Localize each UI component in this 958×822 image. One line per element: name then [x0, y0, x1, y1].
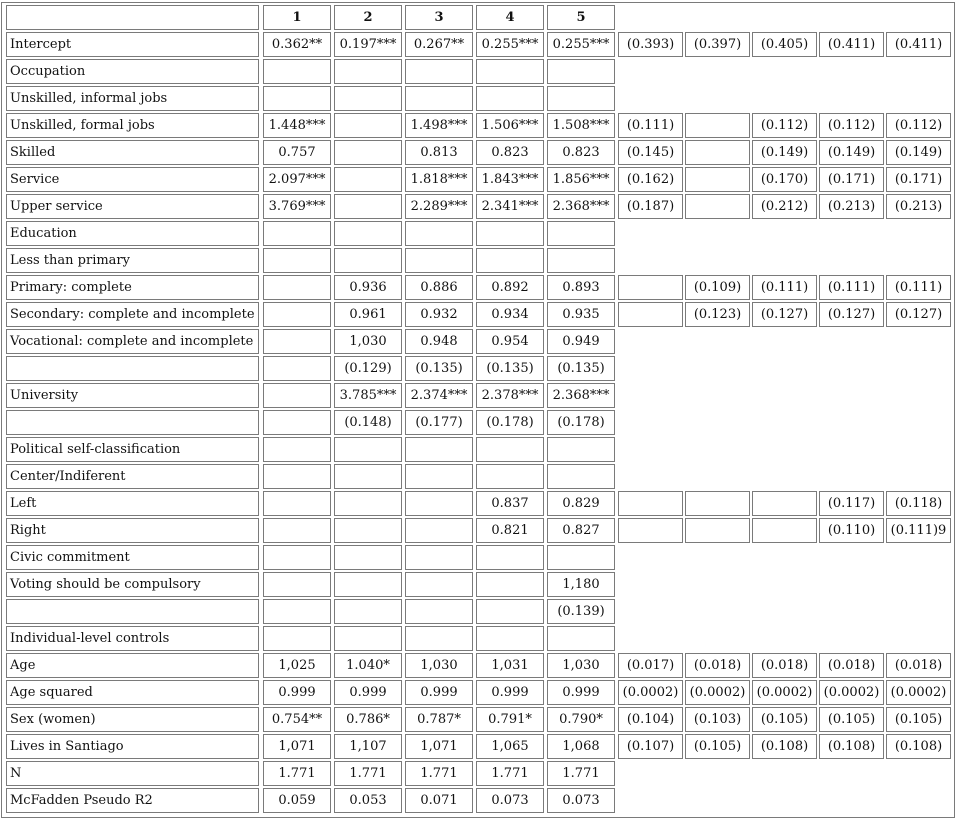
coefficient-cell: [547, 248, 615, 273]
standard-error-cell: (0.213): [886, 194, 951, 219]
coefficient-cell: 1,065: [476, 734, 544, 759]
coefficient-cell: (0.139): [547, 599, 615, 624]
coefficient-cell: [405, 221, 473, 246]
coefficient-cell: [405, 572, 473, 597]
coefficient-cell: 0.362**: [263, 32, 331, 57]
row-label: Civic commitment: [6, 545, 259, 570]
coefficient-cell: [334, 491, 402, 516]
coefficient-cell: [263, 383, 331, 408]
coefficient-cell: [476, 464, 544, 489]
coefficient-cell: (0.178): [547, 410, 615, 435]
standard-error-cell: (0.018): [752, 653, 817, 678]
coefficient-cell: 2.378***: [476, 383, 544, 408]
coefficient-cell: [334, 437, 402, 462]
standard-error-cell: (0.213): [819, 194, 884, 219]
coefficient-cell: [263, 572, 331, 597]
standard-error-cell: [752, 491, 817, 516]
standard-error-cell: (0.108): [752, 734, 817, 759]
coefficient-cell: 1,030: [405, 653, 473, 678]
standard-error-cell: (0.162): [618, 167, 683, 192]
standard-error-cell: (0.149): [886, 140, 951, 165]
column-header-2: 2: [334, 5, 402, 30]
standard-error-cell: (0.397): [685, 32, 750, 57]
coefficient-cell: [405, 437, 473, 462]
row-label: Voting should be compulsory: [6, 572, 259, 597]
column-header-3: 3: [405, 5, 473, 30]
coefficient-cell: [547, 545, 615, 570]
standard-error-cell: (0.0002): [819, 680, 884, 705]
coefficient-cell: (0.177): [405, 410, 473, 435]
coefficient-cell: 1.818***: [405, 167, 473, 192]
standard-error-cell: (0.171): [819, 167, 884, 192]
coefficient-cell: 1.856***: [547, 167, 615, 192]
coefficient-cell: [263, 248, 331, 273]
coefficient-cell: 1,030: [547, 653, 615, 678]
coefficient-cell: [476, 437, 544, 462]
coefficient-cell: 0.999: [263, 680, 331, 705]
coefficient-cell: [334, 86, 402, 111]
coefficient-cell: [334, 140, 402, 165]
standard-error-cell: (0.112): [886, 113, 951, 138]
row-label: Less than primary: [6, 248, 259, 273]
coefficient-cell: 0.934: [476, 302, 544, 327]
standard-error-cell: (0.170): [752, 167, 817, 192]
coefficient-cell: [334, 464, 402, 489]
row-label: Lives in Santiago: [6, 734, 259, 759]
coefficient-cell: 0.813: [405, 140, 473, 165]
coefficient-cell: [263, 599, 331, 624]
coefficient-cell: 1,031: [476, 653, 544, 678]
coefficient-cell: [263, 464, 331, 489]
standard-error-cell: (0.149): [752, 140, 817, 165]
coefficient-cell: 2.341***: [476, 194, 544, 219]
standard-error-cell: (0.018): [886, 653, 951, 678]
standard-error-cell: (0.104): [618, 707, 683, 732]
row-label: Left: [6, 491, 259, 516]
coefficient-cell: 0.999: [476, 680, 544, 705]
coefficient-cell: [476, 599, 544, 624]
coefficient-cell: 1.771: [334, 761, 402, 786]
coefficient-cell: [405, 545, 473, 570]
standard-error-cell: [618, 518, 683, 543]
row-label: [6, 410, 259, 435]
coefficient-cell: 0.954: [476, 329, 544, 354]
standard-error-cell: [618, 491, 683, 516]
coefficient-cell: [476, 572, 544, 597]
coefficient-cell: 1,180: [547, 572, 615, 597]
standard-error-cell: (0.107): [618, 734, 683, 759]
coefficient-cell: 0.886: [405, 275, 473, 300]
coefficient-cell: [263, 626, 331, 651]
coefficient-cell: 1.498***: [405, 113, 473, 138]
coefficient-cell: 0.893: [547, 275, 615, 300]
row-label: Occupation: [6, 59, 259, 84]
coefficient-cell: 0.821: [476, 518, 544, 543]
row-label: N: [6, 761, 259, 786]
coefficient-cell: [476, 626, 544, 651]
standard-error-cell: (0.111): [819, 275, 884, 300]
standard-error-cell: (0.149): [819, 140, 884, 165]
coefficient-cell: [405, 599, 473, 624]
coefficient-cell: 0.255***: [547, 32, 615, 57]
coefficient-cell: [547, 86, 615, 111]
coefficient-cell: [263, 59, 331, 84]
standard-error-cell: (0.123): [685, 302, 750, 327]
coefficient-cell: [476, 545, 544, 570]
coefficient-cell: 2.368***: [547, 383, 615, 408]
standard-error-cell: [685, 140, 750, 165]
standard-error-cell: (0.108): [886, 734, 951, 759]
column-header-4: 4: [476, 5, 544, 30]
coefficient-cell: 0.827: [547, 518, 615, 543]
standard-error-cell: (0.112): [752, 113, 817, 138]
standard-error-cell: (0.111): [886, 275, 951, 300]
coefficient-cell: 0.932: [405, 302, 473, 327]
coefficient-cell: 0.059: [263, 788, 331, 813]
coefficient-cell: 0.999: [334, 680, 402, 705]
standard-error-cell: (0.117): [819, 491, 884, 516]
coefficient-cell: [334, 572, 402, 597]
row-label: Center/Indiferent: [6, 464, 259, 489]
standard-error-cell: [752, 518, 817, 543]
coefficient-cell: [263, 491, 331, 516]
coefficient-cell: 0.999: [547, 680, 615, 705]
standard-error-cell: [618, 275, 683, 300]
standard-error-cell: (0.393): [618, 32, 683, 57]
standard-error-cell: (0.0002): [618, 680, 683, 705]
row-label: Sex (women): [6, 707, 259, 732]
coefficient-cell: 0.790*: [547, 707, 615, 732]
coefficient-cell: 1.506***: [476, 113, 544, 138]
coefficient-cell: [547, 626, 615, 651]
coefficient-cell: 0.757: [263, 140, 331, 165]
coefficient-cell: [263, 329, 331, 354]
coefficient-cell: 0.829: [547, 491, 615, 516]
coefficient-cell: 2.374***: [405, 383, 473, 408]
standard-error-cell: (0.127): [752, 302, 817, 327]
coefficient-cell: [405, 626, 473, 651]
coefficient-cell: 0.892: [476, 275, 544, 300]
standard-error-cell: (0.171): [886, 167, 951, 192]
standard-error-cell: [685, 518, 750, 543]
coefficient-cell: [263, 221, 331, 246]
coefficient-cell: [476, 248, 544, 273]
coefficient-cell: 1.448***: [263, 113, 331, 138]
coefficient-cell: 1.771: [547, 761, 615, 786]
row-label: Intercept: [6, 32, 259, 57]
standard-error-cell: (0.103): [685, 707, 750, 732]
coefficient-cell: 0.823: [547, 140, 615, 165]
standard-error-cell: [685, 167, 750, 192]
coefficient-cell: [334, 518, 402, 543]
coefficient-cell: [476, 59, 544, 84]
standard-error-cell: (0.127): [819, 302, 884, 327]
coefficient-cell: [263, 518, 331, 543]
coefficient-cell: [263, 410, 331, 435]
coefficient-cell: [405, 464, 473, 489]
coefficient-cell: [476, 221, 544, 246]
coefficient-cell: [547, 221, 615, 246]
standard-error-cell: (0.018): [685, 653, 750, 678]
standard-error-cell: (0.112): [819, 113, 884, 138]
coefficient-cell: (0.129): [334, 356, 402, 381]
coefficient-cell: 2.289***: [405, 194, 473, 219]
column-header-1: 1: [263, 5, 331, 30]
coefficient-cell: [263, 86, 331, 111]
coefficient-cell: [547, 59, 615, 84]
coefficient-cell: 1,068: [547, 734, 615, 759]
standard-error-cell: (0.111)9: [886, 518, 951, 543]
standard-error-cell: (0.111): [752, 275, 817, 300]
coefficient-cell: 0.053: [334, 788, 402, 813]
coefficient-cell: 0.267**: [405, 32, 473, 57]
coefficient-cell: 0.949: [547, 329, 615, 354]
row-label: Unskilled, informal jobs: [6, 86, 259, 111]
coefficient-cell: 1.040*: [334, 653, 402, 678]
coefficient-cell: 1,071: [263, 734, 331, 759]
coefficient-cell: [334, 599, 402, 624]
coefficient-cell: 0.071: [405, 788, 473, 813]
coefficient-cell: [334, 626, 402, 651]
coefficient-cell: 0.961: [334, 302, 402, 327]
row-label: Primary: complete: [6, 275, 259, 300]
coefficient-cell: 1.771: [405, 761, 473, 786]
coefficient-cell: 0.999: [405, 680, 473, 705]
coefficient-cell: 0.073: [476, 788, 544, 813]
regression-table: [1, 2, 955, 818]
row-label: Vocational: complete and incomplete: [6, 329, 259, 354]
standard-error-cell: (0.145): [618, 140, 683, 165]
coefficient-cell: [334, 167, 402, 192]
standard-error-cell: [685, 491, 750, 516]
standard-error-cell: (0.018): [819, 653, 884, 678]
coefficient-cell: 1.508***: [547, 113, 615, 138]
coefficient-cell: [405, 248, 473, 273]
coefficient-cell: [263, 437, 331, 462]
coefficient-cell: [334, 194, 402, 219]
standard-error-cell: [618, 302, 683, 327]
standard-error-cell: (0.187): [618, 194, 683, 219]
coefficient-cell: 0.837: [476, 491, 544, 516]
standard-error-cell: (0.017): [618, 653, 683, 678]
header-cell-empty: [6, 5, 259, 30]
row-label: University: [6, 383, 259, 408]
row-label: Right: [6, 518, 259, 543]
coefficient-cell: 0.948: [405, 329, 473, 354]
row-label: Age: [6, 653, 259, 678]
coefficient-cell: (0.148): [334, 410, 402, 435]
coefficient-cell: 0.754**: [263, 707, 331, 732]
coefficient-cell: 1,107: [334, 734, 402, 759]
standard-error-cell: (0.109): [685, 275, 750, 300]
coefficient-cell: [547, 437, 615, 462]
standard-error-cell: (0.411): [886, 32, 951, 57]
standard-error-cell: (0.105): [752, 707, 817, 732]
standard-error-cell: (0.118): [886, 491, 951, 516]
coefficient-cell: (0.178): [476, 410, 544, 435]
standard-error-cell: (0.0002): [685, 680, 750, 705]
row-label: Upper service: [6, 194, 259, 219]
coefficient-cell: [334, 113, 402, 138]
row-label: Skilled: [6, 140, 259, 165]
coefficient-cell: 1,025: [263, 653, 331, 678]
row-label: McFadden Pseudo R2: [6, 788, 259, 813]
row-label: Age squared: [6, 680, 259, 705]
coefficient-cell: (0.135): [547, 356, 615, 381]
standard-error-cell: (0.105): [886, 707, 951, 732]
row-label: Secondary: complete and incomplete: [6, 302, 259, 327]
coefficient-cell: 0.936: [334, 275, 402, 300]
coefficient-cell: 0.791*: [476, 707, 544, 732]
coefficient-cell: (0.135): [405, 356, 473, 381]
column-header-5: 5: [547, 5, 615, 30]
row-label: [6, 356, 259, 381]
standard-error-cell: (0.0002): [886, 680, 951, 705]
standard-error-cell: (0.212): [752, 194, 817, 219]
row-label: Unskilled, formal jobs: [6, 113, 259, 138]
row-label: Service: [6, 167, 259, 192]
coefficient-cell: 1,071: [405, 734, 473, 759]
row-label: [6, 599, 259, 624]
standard-error-cell: (0.110): [819, 518, 884, 543]
standard-error-cell: (0.105): [685, 734, 750, 759]
standard-error-cell: (0.111): [618, 113, 683, 138]
coefficient-cell: [263, 356, 331, 381]
coefficient-cell: 1,030: [334, 329, 402, 354]
coefficient-cell: [405, 518, 473, 543]
standard-error-cell: [685, 113, 750, 138]
row-label: Individual-level controls: [6, 626, 259, 651]
coefficient-cell: 0.073: [547, 788, 615, 813]
coefficient-cell: (0.135): [476, 356, 544, 381]
standard-error-cell: (0.405): [752, 32, 817, 57]
coefficient-cell: [405, 491, 473, 516]
standard-error-cell: (0.411): [819, 32, 884, 57]
coefficient-cell: [476, 86, 544, 111]
coefficient-cell: [263, 545, 331, 570]
coefficient-cell: [334, 59, 402, 84]
row-label: Education: [6, 221, 259, 246]
coefficient-cell: 0.255***: [476, 32, 544, 57]
coefficient-cell: [547, 464, 615, 489]
coefficient-cell: [263, 275, 331, 300]
coefficient-cell: 1.771: [263, 761, 331, 786]
coefficient-cell: 2.368***: [547, 194, 615, 219]
coefficient-cell: 1.843***: [476, 167, 544, 192]
coefficient-cell: [405, 86, 473, 111]
standard-error-cell: (0.108): [819, 734, 884, 759]
standard-error-cell: (0.127): [886, 302, 951, 327]
coefficient-cell: 0.823: [476, 140, 544, 165]
coefficient-cell: 0.197***: [334, 32, 402, 57]
standard-error-cell: (0.105): [819, 707, 884, 732]
coefficient-cell: 2.097***: [263, 167, 331, 192]
coefficient-cell: [334, 248, 402, 273]
coefficient-cell: [263, 302, 331, 327]
coefficient-cell: 0.935: [547, 302, 615, 327]
coefficient-cell: 3.785***: [334, 383, 402, 408]
coefficient-cell: [405, 59, 473, 84]
standard-error-cell: (0.0002): [752, 680, 817, 705]
coefficient-cell: 0.787*: [405, 707, 473, 732]
coefficient-cell: [334, 221, 402, 246]
row-label: Political self-classification: [6, 437, 259, 462]
coefficient-cell: 1.771: [476, 761, 544, 786]
coefficient-cell: [334, 545, 402, 570]
coefficient-cell: 0.786*: [334, 707, 402, 732]
coefficient-cell: 3.769***: [263, 194, 331, 219]
standard-error-cell: [685, 194, 750, 219]
